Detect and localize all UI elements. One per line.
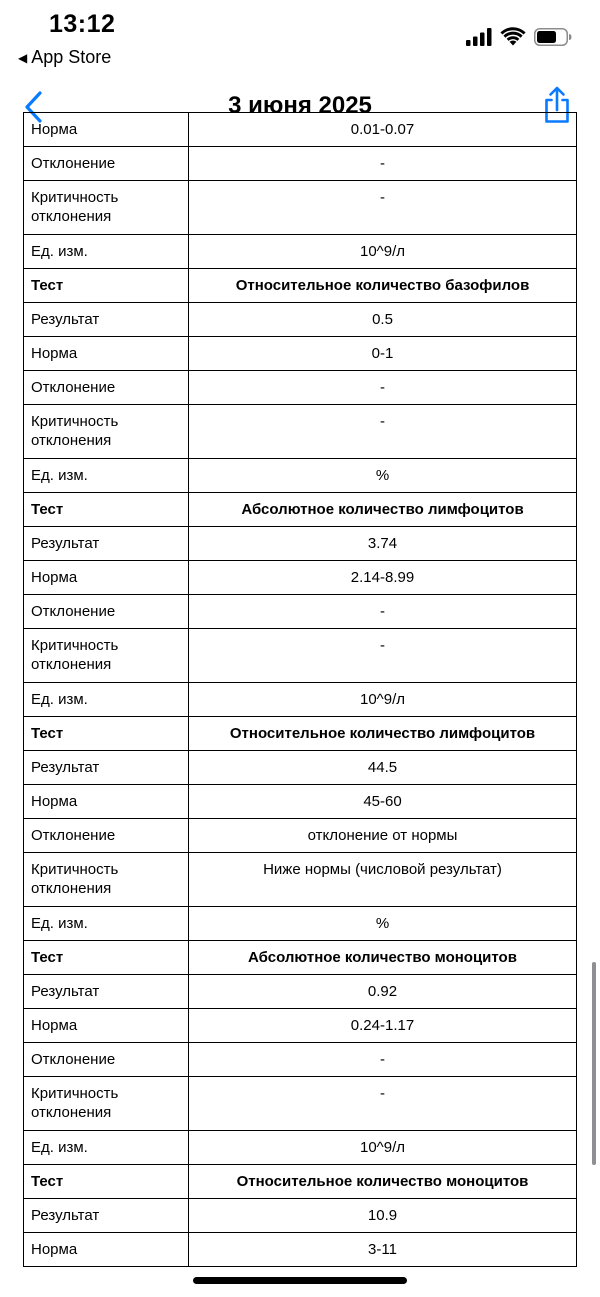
row-label: Отклонение <box>24 1043 189 1077</box>
table-row <box>24 113 577 147</box>
test-header-row <box>24 717 577 751</box>
row-value: 44.5 <box>189 751 577 785</box>
test-header-row <box>24 493 577 527</box>
row-value: 0.01-0.07 <box>189 113 577 147</box>
table-row <box>24 975 577 1009</box>
row-label: Результат <box>24 303 189 337</box>
results-table-body <box>24 113 577 1267</box>
row-value: 3.74 <box>189 527 577 561</box>
table-row <box>24 853 577 907</box>
table-row <box>24 1199 577 1233</box>
row-label: Тест <box>24 941 189 975</box>
row-label: Критичность отклонения <box>24 629 189 683</box>
table-row <box>24 683 577 717</box>
row-label: Тест <box>24 269 189 303</box>
table-row <box>24 147 577 181</box>
table-row <box>24 785 577 819</box>
row-value: - <box>189 181 577 235</box>
wifi-icon <box>501 28 525 46</box>
row-value: 0-1 <box>189 337 577 371</box>
table-row <box>24 371 577 405</box>
page-title: 3 июня 2025 <box>228 92 372 119</box>
table-row <box>24 1233 577 1267</box>
row-label: Норма <box>24 561 189 595</box>
row-label: Норма <box>24 113 189 147</box>
battery-icon <box>534 28 572 46</box>
row-value: Относительное количество лимфоцитов <box>189 717 577 751</box>
row-value: Абсолютное количество моноцитов <box>189 941 577 975</box>
results-table-viewport[interactable] <box>23 121 577 1258</box>
row-value: Ниже нормы (числовой результат) <box>189 853 577 907</box>
row-value: 10^9/л <box>189 1131 577 1165</box>
row-label: Результат <box>24 1199 189 1233</box>
row-value: 0.92 <box>189 975 577 1009</box>
row-label: Критичность отклонения <box>24 405 189 459</box>
status-icons <box>466 28 572 46</box>
row-label: Результат <box>24 527 189 561</box>
row-label: Критичность отклонения <box>24 181 189 235</box>
row-label: Норма <box>24 337 189 371</box>
table-row <box>24 181 577 235</box>
row-value: 10.9 <box>189 1199 577 1233</box>
row-value: - <box>189 405 577 459</box>
row-value: Абсолютное количество лимфоцитов <box>189 493 577 527</box>
row-value: 3-11 <box>189 1233 577 1267</box>
row-label: Ед. изм. <box>24 683 189 717</box>
row-value: - <box>189 371 577 405</box>
signal-icon <box>466 28 492 46</box>
row-label: Тест <box>24 1165 189 1199</box>
table-row <box>24 303 577 337</box>
row-value: 10^9/л <box>189 683 577 717</box>
table-row <box>24 819 577 853</box>
row-value: Относительное количество базофилов <box>189 269 577 303</box>
row-value: 2.14-8.99 <box>189 561 577 595</box>
row-label: Норма <box>24 1233 189 1267</box>
row-label: Тест <box>24 717 189 751</box>
row-value: - <box>189 595 577 629</box>
row-label: Ед. изм. <box>24 1131 189 1165</box>
row-value: отклонение от нормы <box>189 819 577 853</box>
table-row <box>24 561 577 595</box>
row-value: % <box>189 907 577 941</box>
row-label: Отклонение <box>24 371 189 405</box>
row-label: Ед. изм. <box>24 459 189 493</box>
scrollbar[interactable] <box>592 962 596 1165</box>
table-row <box>24 337 577 371</box>
status-bar <box>0 0 600 80</box>
results-table <box>23 112 577 1267</box>
table-row <box>24 1131 577 1165</box>
row-value: - <box>189 629 577 683</box>
test-header-row <box>24 1165 577 1199</box>
row-label: Критичность отклонения <box>24 853 189 907</box>
table-row <box>24 1043 577 1077</box>
back-triangle-icon: ◀ <box>18 50 28 65</box>
row-label: Тест <box>24 493 189 527</box>
table-row <box>24 751 577 785</box>
test-header-row <box>24 941 577 975</box>
table-row <box>24 235 577 269</box>
table-row <box>24 405 577 459</box>
row-label: Отклонение <box>24 819 189 853</box>
row-value: 0.24-1.17 <box>189 1009 577 1043</box>
back-app-label: App Store <box>31 47 112 67</box>
row-label: Отклонение <box>24 595 189 629</box>
table-row <box>24 527 577 561</box>
row-value: 10^9/л <box>189 235 577 269</box>
row-label: Норма <box>24 1009 189 1043</box>
test-header-row <box>24 269 577 303</box>
row-label: Отклонение <box>24 147 189 181</box>
row-value: - <box>189 147 577 181</box>
back-to-app-store[interactable] <box>18 47 111 68</box>
home-indicator[interactable] <box>193 1277 407 1284</box>
row-value: - <box>189 1077 577 1131</box>
row-value: - <box>189 1043 577 1077</box>
row-value: 45-60 <box>189 785 577 819</box>
table-row <box>24 1077 577 1131</box>
table-row <box>24 629 577 683</box>
row-label: Результат <box>24 975 189 1009</box>
table-row <box>24 1009 577 1043</box>
row-label: Ед. изм. <box>24 907 189 941</box>
row-label: Норма <box>24 785 189 819</box>
row-label: Результат <box>24 751 189 785</box>
table-row <box>24 459 577 493</box>
status-time: 13:12 <box>49 10 116 38</box>
table-row <box>24 907 577 941</box>
table-row <box>24 595 577 629</box>
row-value: % <box>189 459 577 493</box>
row-value: Относительное количество моноцитов <box>189 1165 577 1199</box>
row-value: 0.5 <box>189 303 577 337</box>
row-label: Критичность отклонения <box>24 1077 189 1131</box>
row-label: Ед. изм. <box>24 235 189 269</box>
